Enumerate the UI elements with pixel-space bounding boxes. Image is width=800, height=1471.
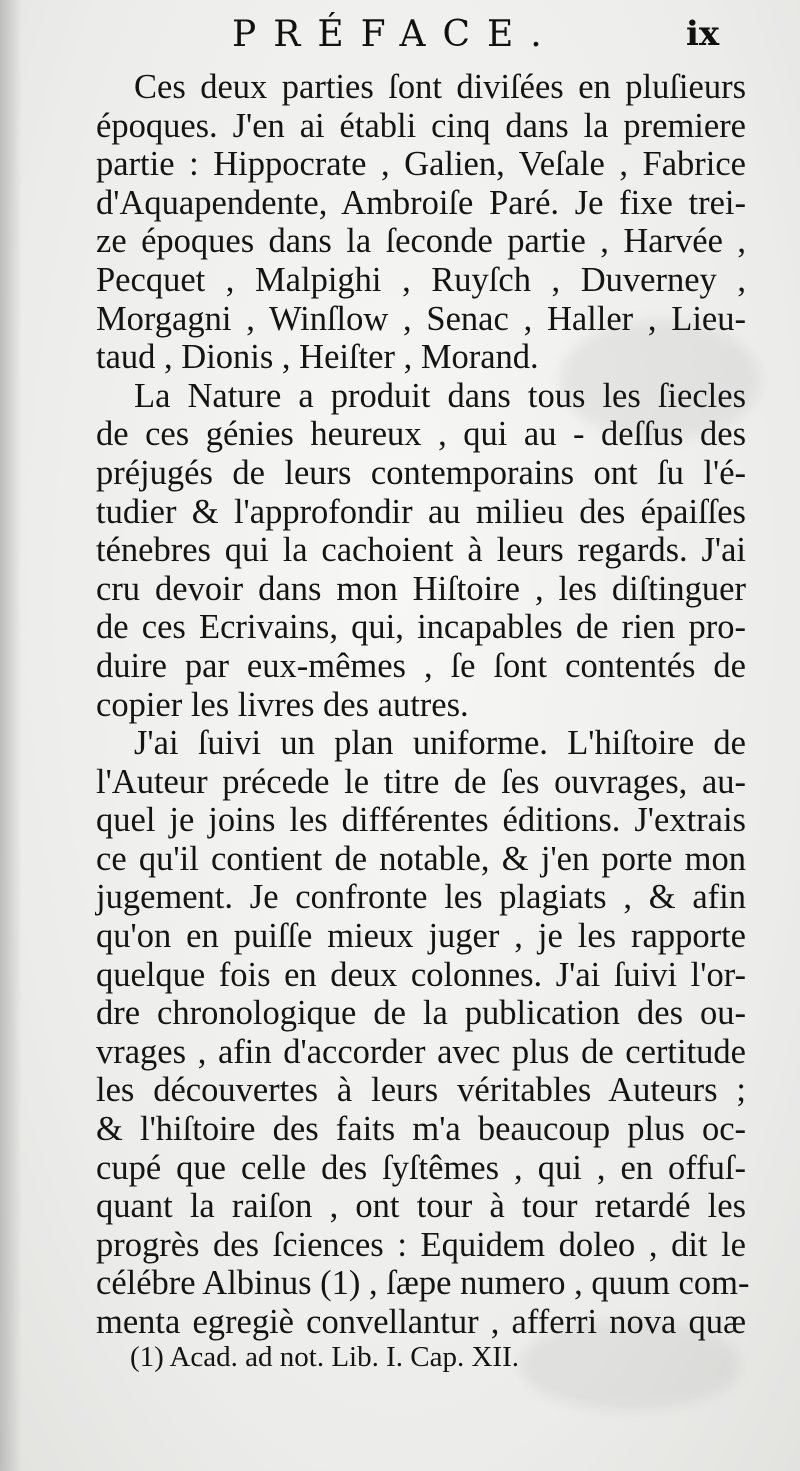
text-line: & l'hiſtoire des faits m'a beaucoup plus oc- (96, 1110, 746, 1149)
text-line: J'ai ſuivi un plan uniforme. L'hiſtoire de (134, 724, 746, 763)
text-line: quel je joins les différentes éditions. J'extrais (96, 801, 746, 840)
text-line: La Nature a produit dans tous les ſiecles (134, 376, 746, 415)
text-line: Morgagni , Winſlow , Senac , Haller , Lieu- (96, 299, 746, 338)
text-line: préjugés de leurs contemporains ont ſu l'é- (96, 453, 746, 492)
text-line: tudier & l'approfondir au milieu des épaiſſes (96, 492, 746, 531)
running-head-title: PRÉFACE. (232, 14, 559, 55)
text-line: célébre Albinus (1) , ſæpe numero , quum com- (96, 1264, 750, 1303)
text-line: quelque fois en deux colonnes. J'ai ſuivi l'or- (96, 955, 746, 994)
text-line: vrages , afin d'accorder avec plus de certitude (96, 1032, 746, 1071)
page-gutter-shadow (0, 0, 22, 1471)
text-line: cupé que celle des ſyſtêmes , qui , en offuſ- (96, 1148, 746, 1187)
text-line: quant la raiſon , ont tour à tour retardé les (96, 1187, 746, 1226)
text-line: ténebres qui la cachoient à leurs regards. J'ai (96, 531, 746, 570)
text-line: les découvertes à leurs véritables Auteurs ; (96, 1071, 746, 1110)
text-line: de ces Ecrivains, qui, incapables de rien pro- (96, 608, 746, 647)
text-line: partie : Hippocrate , Galien, Veſale , Fabrice (96, 145, 746, 184)
text-line: cru devoir dans mon Hiſtoire , les diſtinguer (96, 569, 746, 608)
text-line: copier les livres des autres. (96, 685, 469, 724)
text-line: d'Aquapendente, Ambroiſe Paré. Je fixe trei- (96, 183, 746, 222)
text-line: progrès des ſciences : Equidem doleo , dit le (96, 1225, 746, 1264)
running-head (0, 14, 800, 64)
text-line: qu'on en puiſſe mieux juger , je les rapporte (96, 917, 746, 956)
text-line: de ces génies heureux , qui au - deſſus des (96, 415, 746, 454)
text-line: taud , Dionis , Heiſter , Morand. (96, 338, 539, 377)
page-number: ix (686, 14, 720, 54)
text-line: menta egregiè convellantur , afferri nova quæ (96, 1303, 746, 1341)
body-text (96, 68, 750, 1342)
text-line: l'Auteur précede le titre de ſes ouvrages, au- (96, 762, 746, 801)
text-line: duire par eux-mêmes , ſe ſont contentés de (96, 646, 746, 685)
footnote: (1) Acad. ad not. Lib. I. Cap. XII. (130, 1341, 519, 1373)
text-line: Ces deux parties ſont diviſées en pluſieurs (134, 68, 746, 106)
text-line: ze époques dans la ſeconde partie , Harvée , (96, 222, 746, 261)
text-line: ce qu'il contient de notable, & j'en porte mon (96, 839, 746, 878)
text-line: Pecquet , Malpighi , Ruyſch , Duverney , (96, 260, 746, 299)
text-line: époques. J'en ai établi cinq dans la premiere (96, 106, 746, 145)
text-line: jugement. Je confronte les plagiats , & afin (96, 878, 746, 917)
text-line: dre chronologique de la publication des ou- (96, 994, 746, 1033)
